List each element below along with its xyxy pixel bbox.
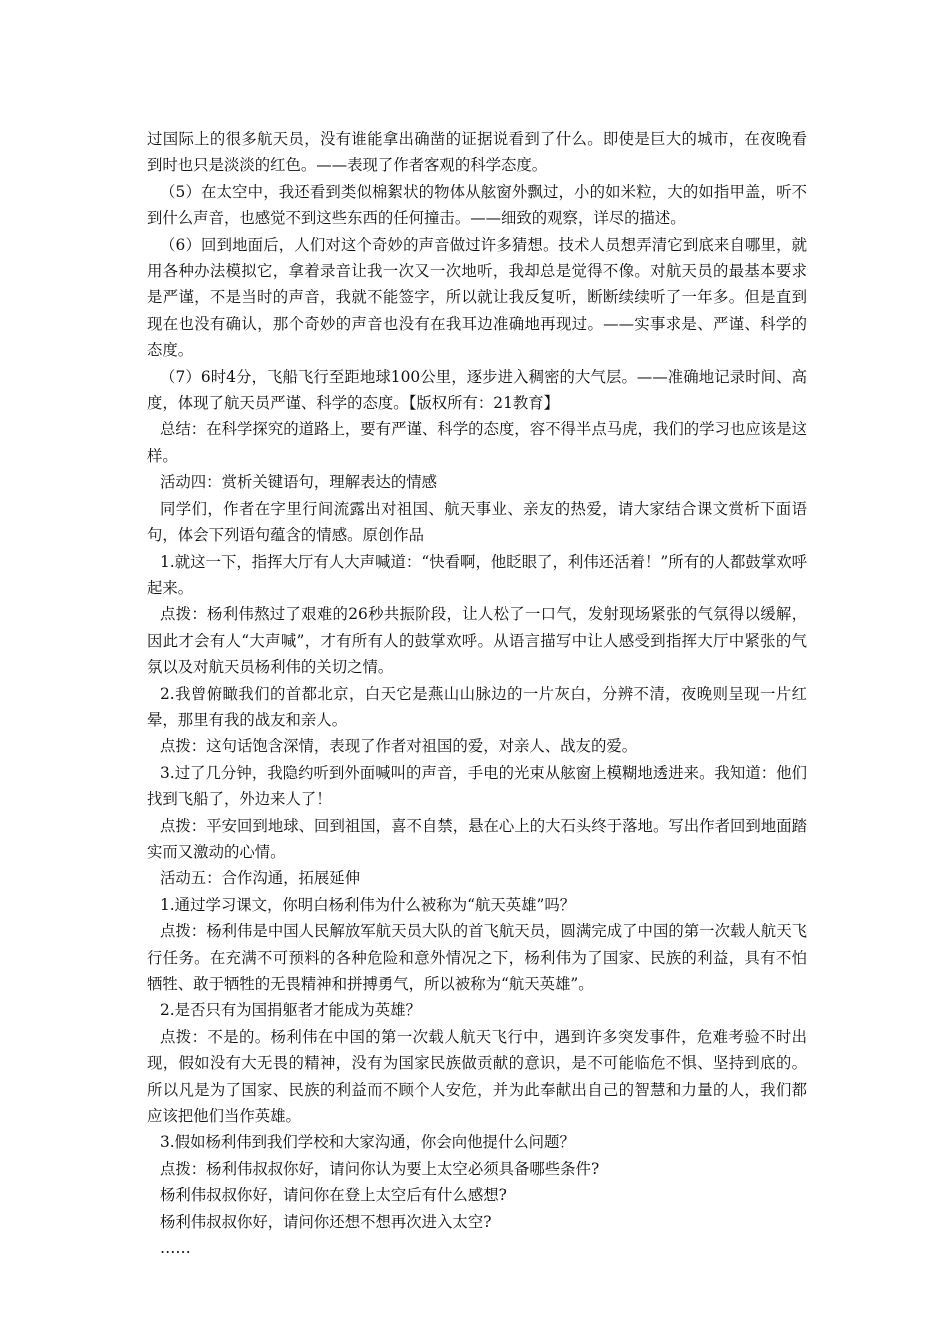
paragraph: 同学们，作者在字里行间流露出对祖国、航天事业、亲友的热爱，请大家结合课文赏析下面语句，体会下列语句蕴含的情感。原创作品 [147,499,807,545]
question-item: 2.我曾俯瞰我们的首都北京，白天它是燕山山脉边的一片灰白，分辨不清，夜晚则呈现一片红晕，那里有我的战友和亲人。 [147,684,807,729]
paragraph: 过国际上的很多航天员，没有谁能拿出确凿的证据说看到了什么。即使是巨大的城市，在夜晚看到时也只是淡淡的红色。——表现了作者客观的科学态度。 [147,130,807,175]
summary-paragraph: 总结：在科学探究的道路上，要有严谨、科学的态度，容不得半点马虎，我们的学习也应该是这样。 [147,420,807,465]
question-item: 1.通过学习课文，你明白杨利伟为什么被称为“航天英雄”吗？ [160,895,576,914]
hint-paragraph: 点拨：不是的。杨利伟在中国的第一次载人航天飞行中，遇到许多突发事件，危难考验不时出现，假如没有大无畏的精神，没有为国家民族做贡献的意识，是不可能临危不惧、坚持到底的。所以凡是为了国家、民族的利益而不顾个人安危，并为此奉献出自己的智慧和力量的人，我们都应该把他们当作英雄。 [147,1027,807,1126]
paragraph: （5）在太空中，我还看到类似棉絮状的物体从舷窗外飘过，小的如米粒，大的如指甲盖，听不到什么声音，也感觉不到这些东西的任何撞击。——细致的观察，详尽的描述。 [147,182,807,228]
question-item: 1.就这一下，指挥大厅有人大声喊道：“快看啊，他眨眼了，利伟还活着！”所有的人都鼓掌欢呼起来。 [147,552,807,597]
hint-paragraph: 点拨：杨利伟叔叔你好，请问你认为要上太空必须具备哪些条件? [160,1159,600,1178]
hint-paragraph: 点拨：杨利伟熬过了艰难的26秒共振阶段，让人松了一口气，发射现场紧张的气氛得以缓解，因此才会有人“大声喊”，才有所有人的鼓掌欢呼。从语言描写中让人感受到指挥大厅中紧张的气氛以及对航天员杨利伟的关切之情。 [147,605,807,677]
hint-paragraph: 点拨：平安回到地球、回到祖国，喜不自禁，悬在心上的大石头终于落地。写出作者回到地面踏实而又激动的心情。 [147,816,807,861]
paragraph: （6）回到地面后，人们对这个奇妙的声音做过许多猜想。技术人员想弄清它到底来自哪里，就用各种办法模拟它，拿着录音让我一次又一次地听，我却总是觉得不像。对航天员的最基本要求是严谨，不是当时的声音，我就不能签字，所以就让我反复听，断断续续听了一年多。但是直到现在也没有确认，那个奇妙的声音也没有在我耳边准确地再现过。——实事求是、严谨、科学的态度。 [147,235,807,360]
paragraph: （7）6时4分，飞船飞行至距地球100公里，逐步进入稠密的大气层。——准确地记录时间、高度，体现了航天员严谨、科学的态度。【版权所有：21教育】 [147,367,807,413]
activity-heading: 活动五：合作沟通，拓展延伸 [160,869,361,888]
hint-paragraph: 点拨：这句话饱含深情，表现了作者对祖国的爱，对亲人、战友的爱。 [160,737,638,756]
paragraph: 杨利伟叔叔你好，请问你在登上太空后有什么感想? [160,1186,507,1205]
question-item: 3.假如杨利伟到我们学校和大家沟通，你会向他提什么问题？ [160,1133,575,1152]
ellipsis: …… [160,1239,191,1258]
document-page [147,126,807,1261]
question-item: 3.过了几分钟，我隐约听到外面喊叫的声音，手电的光束从舷窗上模糊地透进来。我知道：他们找到飞船了，外边来人了！ [147,763,807,809]
activity-heading: 活动四：赏析关键语句，理解表达的情感 [160,473,438,492]
paragraph: 杨利伟叔叔你好，请问你还想不想再次进入太空? [160,1212,492,1231]
hint-paragraph: 点拨：杨利伟是中国人民解放军航天员大队的首飞航天员，圆满完成了中国的第一次载人航天飞行任务。在充满不可预料的各种危险和意外情况之下，杨利伟为了国家、民族的利益，具有不怕牺牲、敢于牺牲的无畏精神和拼搏勇气，所以被称为“航天英雄”。 [147,922,807,993]
question-item: 2.是否只有为国捐躯者才能成为英雄？ [160,1001,421,1020]
